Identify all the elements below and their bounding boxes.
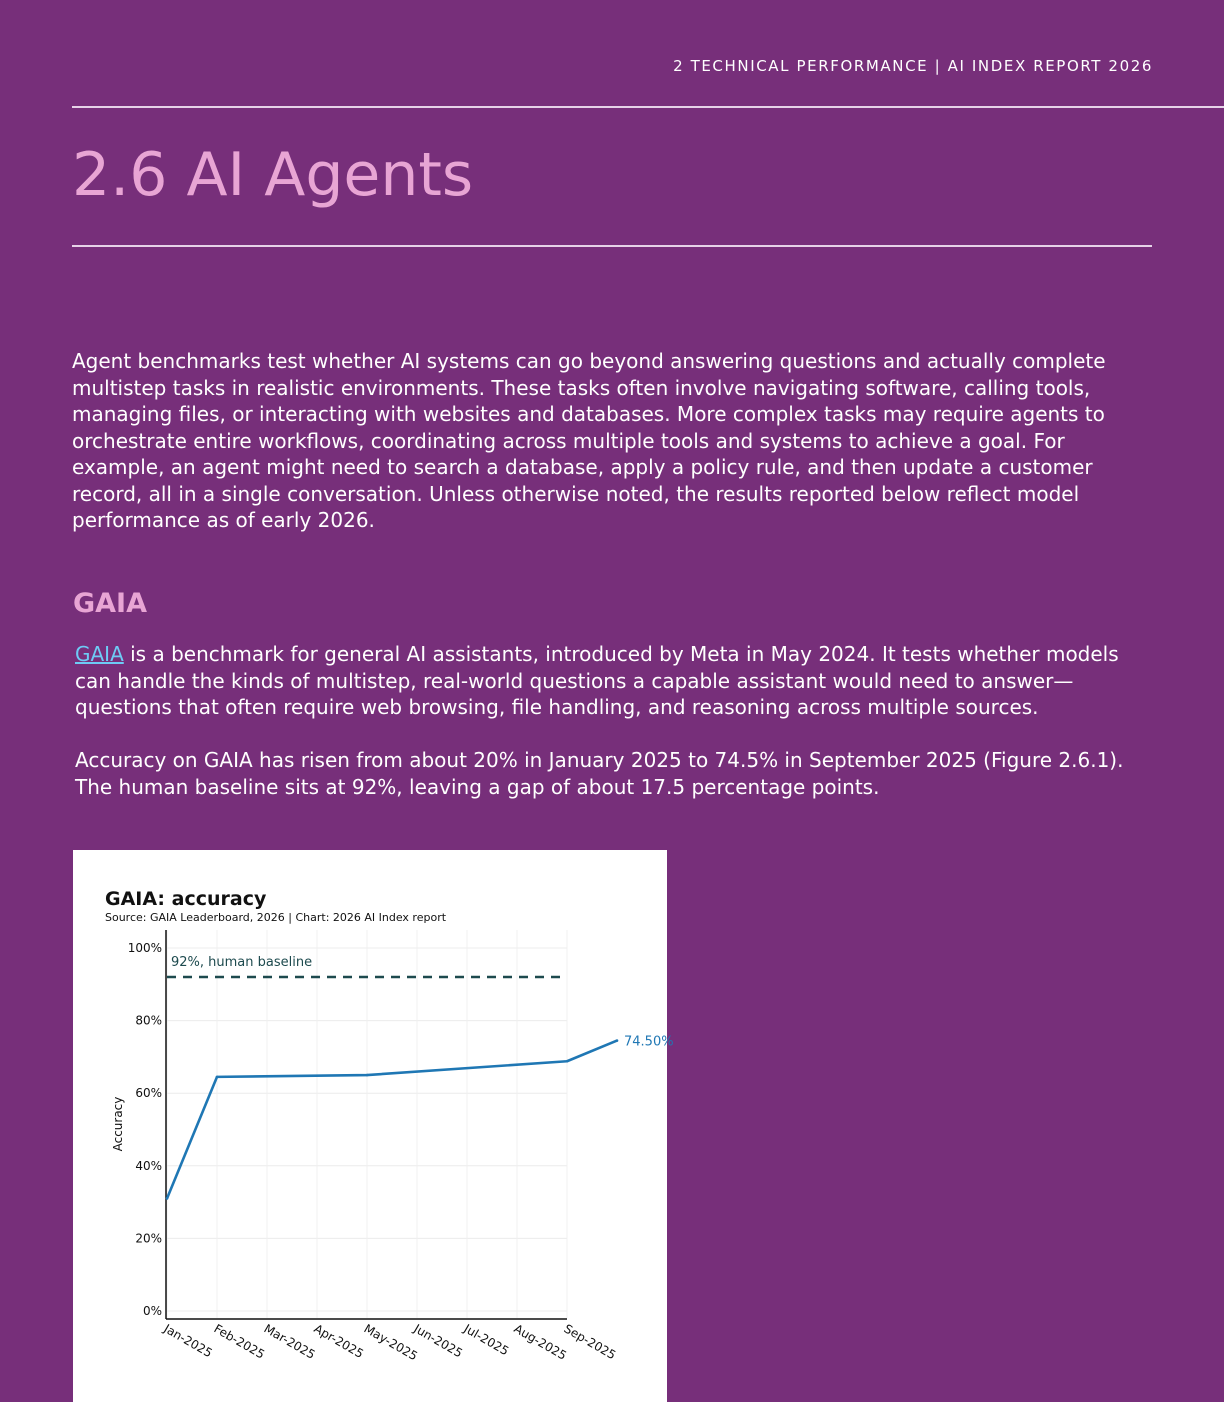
accuracy-data-point — [616, 1039, 619, 1042]
gaia-accuracy-chart — [73, 850, 674, 1402]
x-tick-label: Jun-2025 — [411, 1321, 465, 1361]
gaia-description-text: is a benchmark for general AI assistants, introduced by Meta in May 2024. It tests whether models can handle the kinds of multistep, real-world questions a capable assistant would need to answer—questions that often require web browsing, file handling, and reasoning across multiple sources. — [75, 642, 1119, 719]
chart-title: GAIA: accuracy — [105, 888, 267, 910]
header-rule — [72, 106, 1224, 108]
y-axis-title: Accuracy — [111, 1096, 125, 1152]
accuracy-series-line — [167, 1041, 617, 1199]
y-tick-label: 0% — [142, 1304, 162, 1318]
x-tick-label: Sep-2025 — [561, 1321, 619, 1363]
accuracy-end-label: 74.50% — [624, 1034, 674, 1050]
y-tick-label: 100% — [127, 941, 162, 955]
accuracy-data-point — [366, 1074, 369, 1077]
y-tick-label: 20% — [135, 1231, 162, 1246]
x-tick-label: Feb-2025 — [211, 1321, 268, 1362]
intro-paragraph: Agent benchmarks test whether AI systems can go beyond answering questions and actually complete multistep tasks in realistic environments. These tasks often involve navigating software, calling tools, managing files, or interacting with websites and databases. More complex tasks may require agents to orchestrate entire workflows, coordinating across multiple tools and systems to achieve a goal. For example, an agent might need to search a database, apply a policy rule, and then update a customer record, all in a single conversation. Unless otherwise noted, the results reported below reflect model performance as of early 2026. — [72, 349, 1106, 532]
title-rule — [72, 245, 1152, 247]
gaia-description — [75, 641, 1155, 721]
gaia-accuracy-summary: Accuracy on GAIA has risen from about 20% in January 2025 to 74.5% in September 2025 (Figure 2.6.1). The human baseline sits at 92%, leaving a gap of about 17.5 percentage points. — [75, 748, 1124, 799]
gaia-heading: GAIA — [73, 588, 147, 619]
x-tick-label: Jul-2025 — [461, 1321, 512, 1359]
gaia-link[interactable]: GAIA — [75, 642, 124, 666]
accuracy-data-point — [216, 1076, 219, 1079]
y-tick-label: 80% — [135, 1013, 162, 1028]
x-tick-label: Mar-2025 — [261, 1321, 318, 1362]
accuracy-data-point — [566, 1060, 569, 1063]
x-tick-label: Aug-2025 — [511, 1321, 570, 1363]
section-title: 2.6 AI Agents — [72, 140, 474, 210]
human-baseline-label: 92%, human baseline — [171, 955, 313, 971]
y-tick-label: 40% — [135, 1158, 162, 1173]
x-tick-label: May-2025 — [361, 1321, 421, 1364]
y-tick-label: 60% — [135, 1086, 162, 1101]
x-tick-label: Apr-2025 — [311, 1321, 367, 1362]
chart-source: Source: GAIA Leaderboard, 2026 | Chart: 2026 AI Index report — [105, 911, 447, 924]
running-header: 2 TECHNICAL PERFORMANCE | AI INDEX REPORT 2026 — [673, 57, 1153, 75]
accuracy-data-point — [166, 1197, 169, 1200]
x-tick-label: Jan-2025 — [161, 1321, 215, 1361]
